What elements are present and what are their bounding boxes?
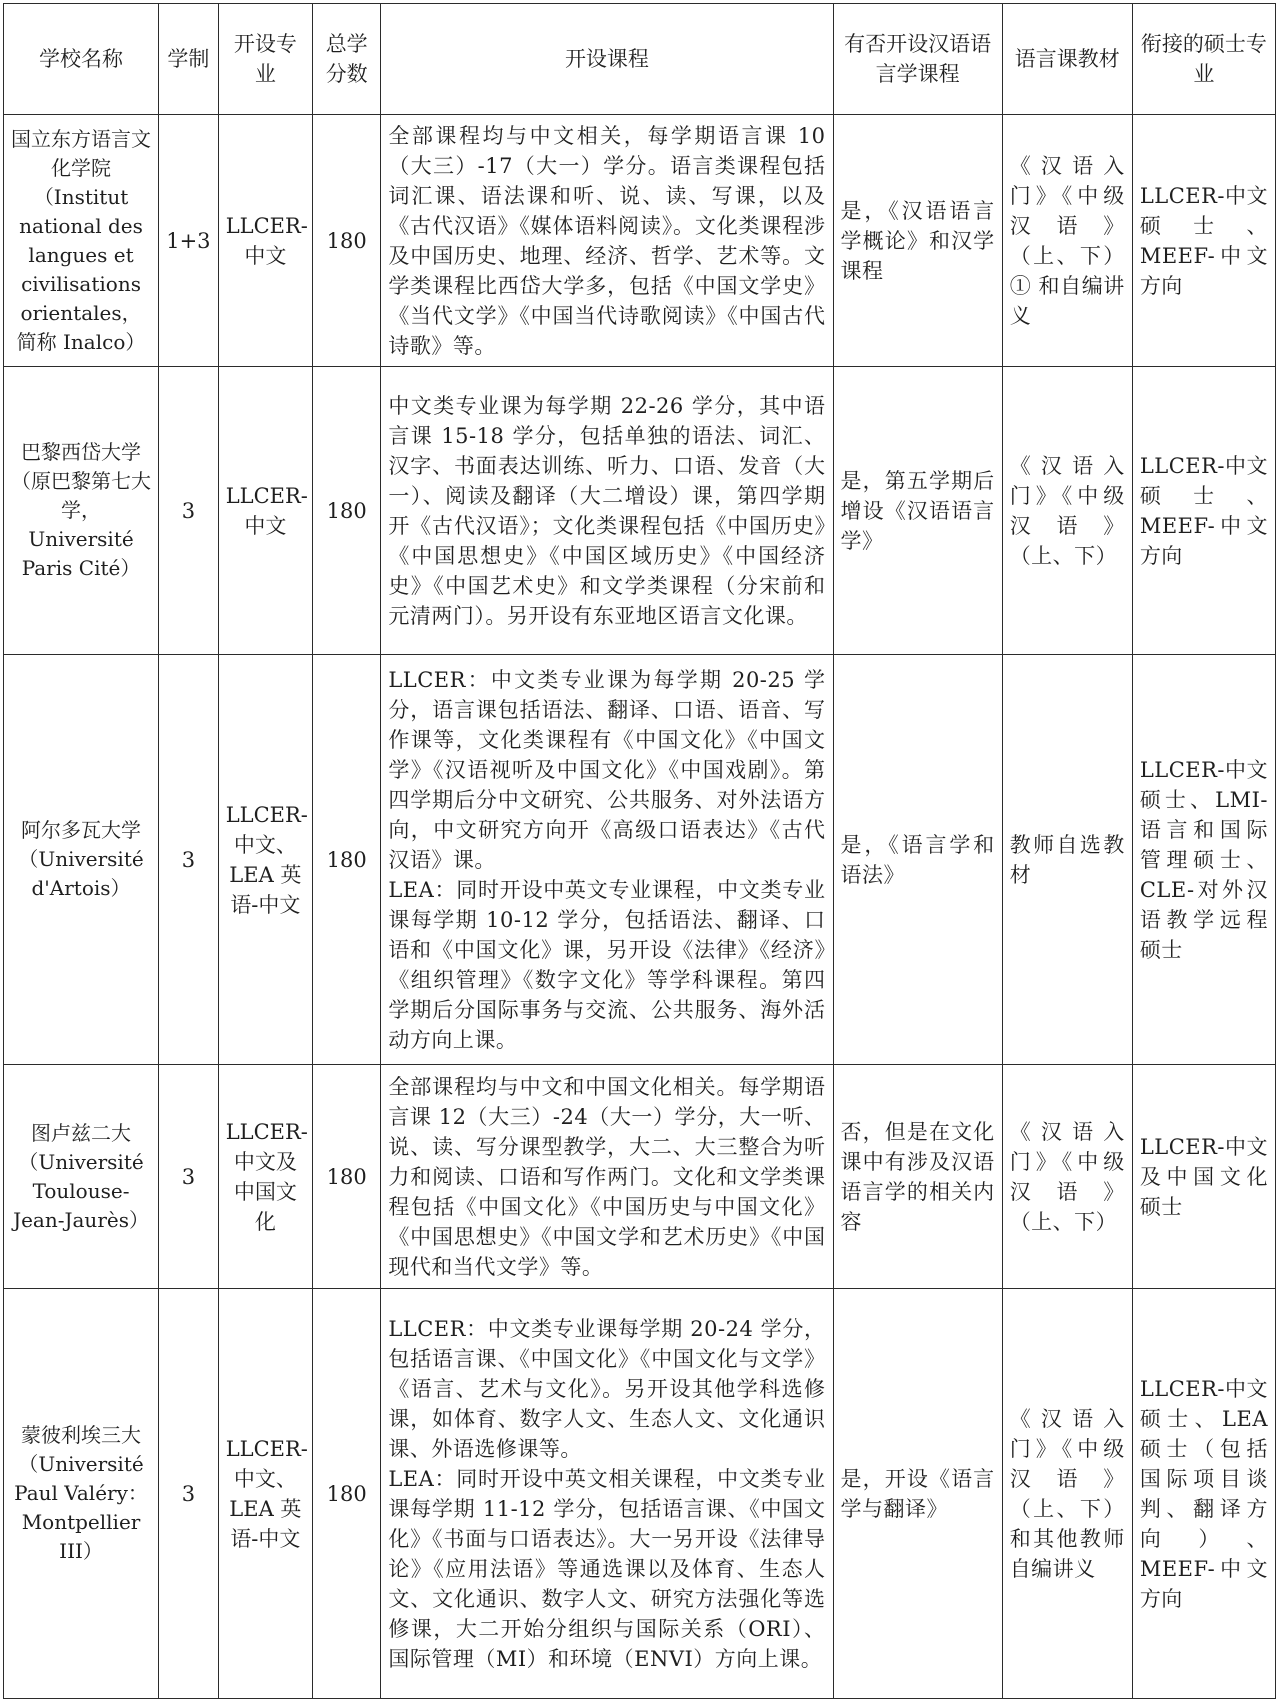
school-credits: 180 [313, 655, 381, 1065]
courses-paragraph: 中文类专业课为每学期 22-26 学分，其中语言课 15-18 学分，包括单独的语法、词汇、汉字、书面表达训练、听力、口语、发音（大一）、阅读及翻译（大二增设）课，第四学期开《古代汉语》；文化类课程包括《中国历史》《中国思想史》《中国区域历史》《中国经济史》《中国艺术史》和文学类课程（分宋前和元清两门）。另开设有东亚地区语言文化课。 [388, 393, 826, 628]
school-system: 3 [159, 1289, 219, 1699]
schools-comparison-table [3, 3, 1276, 1699]
school-major: LLCER-中文、LEA 英语-中文 [218, 655, 312, 1065]
school-name: 蒙彼利埃三大（Université Paul Valéry：Montpellier III） [4, 1289, 159, 1699]
header-school: 学校名称 [4, 4, 159, 115]
school-master: LLCER-中文硕士、MEEF-中文方向 [1132, 367, 1275, 655]
school-credits: 180 [313, 367, 381, 655]
courses-paragraph: 全部课程均与中文和中国文化相关。每学期语言课 12（大三）-24（大一）学分，大一听、说、读、写分课型教学，大二、大三整合为听力和阅读、口语和写作两门。文化和文学类课程包括《中国文化》《中国历史与中国文化》《中国思想史》《中国文学和艺术历史》《中国现代和当代文学》等。 [388, 1074, 826, 1279]
school-textbook: 《汉语入门》《中级汉语》（上、下） [1002, 1065, 1132, 1289]
table-row [4, 367, 1276, 655]
school-master: LLCER-中文硕士、MEEF-中文方向 [1132, 115, 1275, 367]
school-credits: 180 [313, 1289, 381, 1699]
school-linguistics: 是，《汉语语言学概论》和汉学课程 [833, 115, 1002, 367]
school-courses [381, 1289, 833, 1699]
school-textbook: 教师自选教材 [1002, 655, 1132, 1065]
courses-paragraph-lea: LEA：同时开设中英文专业课程，中文类专业课每学期 10-12 学分，包括语法、翻译、口语和《中国文化》课，另开设《法律》《经济》《组织管理》《数字文化》等学科课程。第四学期后分国际事务与交流、公共服务、海外活动方向上课。 [388, 877, 826, 1052]
school-courses [381, 367, 833, 655]
school-system: 1+3 [159, 115, 219, 367]
school-linguistics: 是，《语言学和语法》 [833, 655, 1002, 1065]
table-row [4, 115, 1276, 367]
header-row [4, 4, 1276, 115]
school-textbook: 《汉语入门》《中级汉语》（上、下）① 和自编讲义 [1002, 115, 1132, 367]
header-major: 开设专业 [218, 4, 312, 115]
school-credits: 180 [313, 115, 381, 367]
school-name: 阿尔多瓦大学（Université d'Artois） [4, 655, 159, 1065]
school-system: 3 [159, 655, 219, 1065]
courses-paragraph-llcer: LLCER：中文类专业课为每学期 20-25 学分，语言课包括语法、翻译、口语、语音、写作课等，文化类课程有《中国文化》《中国文学》《汉语视听及中国文化》《中国戏剧》。第四学期后分中文研究、公共服务、对外法语方向，中文研究方向开《高级口语表达》《古代汉语》课。 [388, 667, 826, 872]
courses-paragraph: 全部课程均与中文相关，每学期语言课 10（大三）-17（大一）学分。语言类课程包括词汇课、语法课和听、说、读、写课，以及《古代汉语》《媒体语料阅读》。文化类课程涉及中国历史、地理、经济、哲学、艺术等。文学类课程比西岱大学多，包括《中国文学史》《当代文学》《中国当代诗歌阅读》《中国古代诗歌》等。 [388, 123, 826, 358]
header-linguistics: 有否开设汉语语言学课程 [833, 4, 1002, 115]
school-courses [381, 115, 833, 367]
school-master: LLCER-中文硕士、LEA 硕士（包括国际项目谈判、翻译方向）、MEEF-中文方向 [1132, 1289, 1275, 1699]
school-linguistics: 是，开设《语言学与翻译》 [833, 1289, 1002, 1699]
school-linguistics: 是，第五学期后增设《汉语语言学》 [833, 367, 1002, 655]
school-textbook: 《汉语入门》《中级汉语》（上、下） [1002, 367, 1132, 655]
table-row [4, 1065, 1276, 1289]
courses-paragraph-lea: LEA：同时开设中英文相关课程，中文类专业课每学期 11-12 学分，包括语言课、《中国文化》《书面与口语表达》。大一另开设《法律导论》《应用法语》等通选课以及体育、生态人文、文化通识、数字人文、研究方法强化等选修课，大二开始分组织与国际关系（ORI）、国际管理（MI）和环境（ENVI）方向上课。 [388, 1466, 826, 1671]
school-name: 巴黎西岱大学（原巴黎第七大学，Université Paris Cité） [4, 367, 159, 655]
table-row [4, 655, 1276, 1065]
school-system: 3 [159, 367, 219, 655]
school-major: LLCER-中文 [218, 367, 312, 655]
school-courses [381, 655, 833, 1065]
school-master: LLCER-中文硕士、LMI-语言和国际管理硕士、CLE-对外汉语教学远程硕士 [1132, 655, 1275, 1065]
school-name: 图卢兹二大（Université Toulouse-Jean-Jaurès） [4, 1065, 159, 1289]
school-credits: 180 [313, 1065, 381, 1289]
header-credits: 总学分数 [313, 4, 381, 115]
school-name: 国立东方语言文化学院（Institut national des langues et civilisations orientales，简称 Inalco） [4, 115, 159, 367]
table-row [4, 1289, 1276, 1699]
courses-paragraph-llcer: LLCER：中文类专业课每学期 20-24 学分，包括语言课、《中国文化》《中国文化与文学》《语言、艺术与文化》。另开设其他学科选修课，如体育、数字人文、生态人文、文化通识课、外语选修课等。 [388, 1316, 826, 1461]
header-master: 衔接的硕士专业 [1132, 4, 1275, 115]
header-system: 学制 [159, 4, 219, 115]
school-linguistics: 否，但是在文化课中有涉及汉语语言学的相关内容 [833, 1065, 1002, 1289]
school-major: LLCER-中文、LEA 英语-中文 [218, 1289, 312, 1699]
school-major: LLCER-中文及中国文化 [218, 1065, 312, 1289]
school-master: LLCER-中文及中国文化硕士 [1132, 1065, 1275, 1289]
school-major: LLCER-中文 [218, 115, 312, 367]
school-textbook: 《汉语入门》《中级汉语》（上、下）和其他教师自编讲义 [1002, 1289, 1132, 1699]
school-courses [381, 1065, 833, 1289]
header-courses: 开设课程 [381, 4, 833, 115]
header-textbook: 语言课教材 [1002, 4, 1132, 115]
school-system: 3 [159, 1065, 219, 1289]
